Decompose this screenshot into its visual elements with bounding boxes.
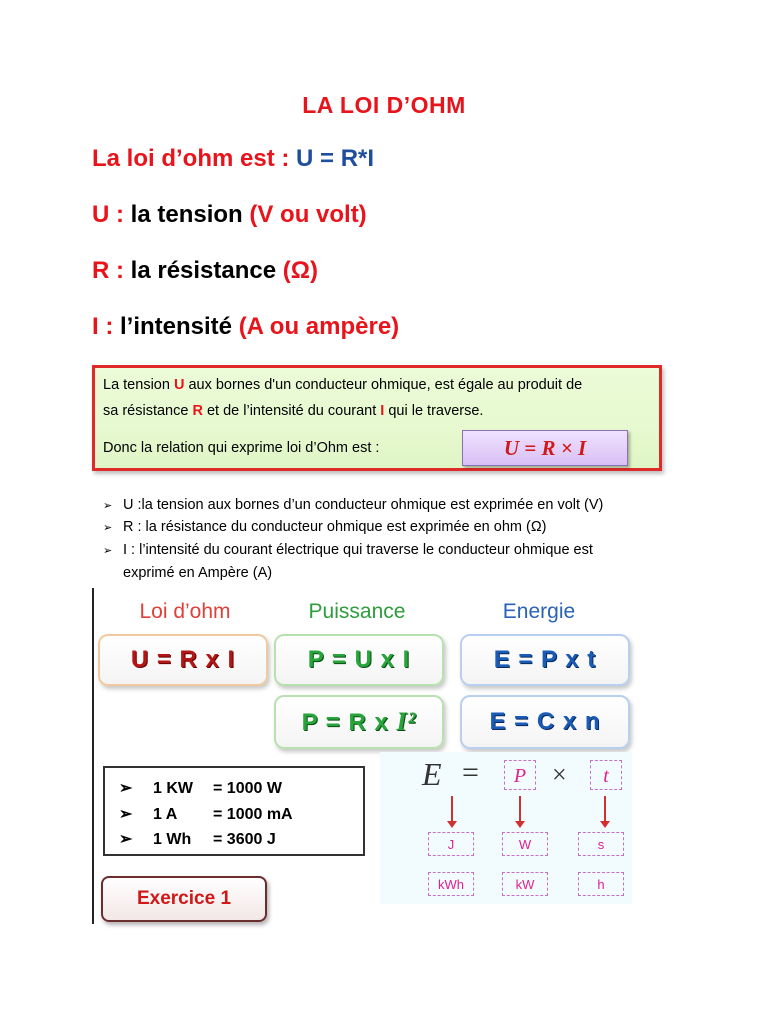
symbol-i: I	[380, 403, 385, 419]
definition-r	[92, 257, 318, 285]
definition-symbol: U :	[92, 201, 131, 228]
definition-symbol: I :	[92, 313, 120, 340]
definition-i	[92, 313, 399, 341]
bullet-text: R : la résistance du conducteur ohmique est exprimée en ohm (Ω)	[123, 519, 547, 535]
power-symbol: P	[504, 760, 536, 790]
definition-box	[92, 365, 662, 471]
energy-units-diagram	[380, 752, 632, 904]
down-arrow-icon	[451, 796, 453, 822]
definition-u	[92, 201, 367, 229]
arrow-bullet-icon: ➢	[103, 545, 113, 557]
header-energie: Energie	[502, 600, 576, 623]
page-title: LA LOI D’OHM	[302, 92, 466, 118]
down-arrow-icon	[519, 796, 521, 822]
conversion-left: 1 KW	[153, 780, 193, 797]
text: La tension	[103, 377, 174, 393]
unit-watt: W	[502, 832, 548, 856]
formula-energy-cn: E = C x n	[460, 695, 630, 749]
energy-symbol: E	[422, 756, 442, 792]
arrow-bullet-icon: ➢	[119, 831, 133, 848]
down-arrow-icon	[604, 796, 606, 822]
bullet-text: U :la tension aux bornes d’un conducteur ohmique est exprimée en volt (V)	[123, 497, 604, 513]
times-sign: ×	[552, 760, 567, 789]
definition-unit: (V ou volt)	[249, 201, 367, 228]
vertical-divider	[92, 588, 94, 924]
equals-sign: =	[462, 756, 479, 789]
conversion-right: = 3600 J	[213, 831, 276, 848]
bullet-item	[103, 519, 547, 535]
definition-name: la résistance	[130, 257, 283, 284]
conversion-left: 1 Wh	[153, 831, 192, 848]
arrow-bullet-icon: ➢	[119, 806, 133, 823]
header-loi-ohm: Loi d’ohm	[139, 600, 231, 623]
bullet-continuation: exprimé en Ampère (A)	[123, 565, 273, 581]
ohm-formula-box: U = R × I	[462, 430, 628, 466]
conversion-row	[119, 829, 276, 849]
conversion-left: 1 A	[153, 806, 178, 823]
conversion-row	[119, 804, 293, 824]
law-statement	[92, 145, 374, 173]
definition-box-line-3: Donc la relation qui exprime loi d’Ohm est :	[103, 440, 380, 456]
unit-hour: h	[578, 872, 624, 896]
text: sa résistance	[103, 403, 193, 419]
arrow-bullet-icon: ➢	[103, 522, 113, 534]
arrow-bullet-icon: ➢	[119, 780, 133, 797]
unit-conversion-box	[103, 766, 365, 856]
definition-symbol: R :	[92, 257, 131, 284]
definition-name: la tension	[130, 201, 250, 228]
law-formula: U = R*I	[296, 145, 375, 172]
header-puissance: Puissance	[308, 600, 406, 623]
symbol-r: R	[192, 403, 203, 419]
text: et de l’intensité du courant	[202, 403, 381, 419]
bullet-item	[103, 497, 603, 513]
unit-second: s	[578, 832, 624, 856]
definition-box-line-1	[103, 377, 582, 393]
definition-box-line-2	[103, 403, 483, 419]
conversion-right: = 1000 mA	[213, 806, 293, 823]
definition-unit: (Ω)	[282, 257, 319, 284]
conversion-row	[119, 778, 282, 798]
law-prefix: La loi d’ohm est :	[92, 145, 297, 172]
definition-name: l’intensité	[120, 313, 239, 340]
formula-ohm-law: U = R x I	[98, 634, 268, 686]
formula-text: P = R x	[301, 709, 397, 736]
unit-kilowatt: kW	[502, 872, 548, 896]
arrow-bullet-icon: ➢	[103, 500, 113, 512]
time-symbol: t	[590, 760, 622, 790]
definition-unit: (A ou ampère)	[238, 313, 400, 340]
bullet-item	[103, 542, 593, 558]
text: aux bornes d'un conducteur ohmique, est égale au produit de	[184, 377, 583, 393]
unit-joule: J	[428, 832, 474, 856]
text: qui le traverse.	[384, 403, 484, 419]
symbol-u: U	[173, 377, 185, 393]
formula-power-ri2	[274, 695, 444, 749]
exercise-1-button[interactable]: Exercice 1	[101, 876, 267, 922]
bullet-text: I : l’intensité du courant électrique qui traverse le conducteur ohmique est	[123, 542, 593, 558]
formula-power-ui: P = U x I	[274, 634, 444, 686]
formula-i-squared: I²	[396, 707, 417, 736]
formula-energy-pt: E = P x t	[460, 634, 630, 686]
unit-kilowatt-hour: kWh	[428, 872, 474, 896]
conversion-right: = 1000 W	[213, 780, 282, 797]
